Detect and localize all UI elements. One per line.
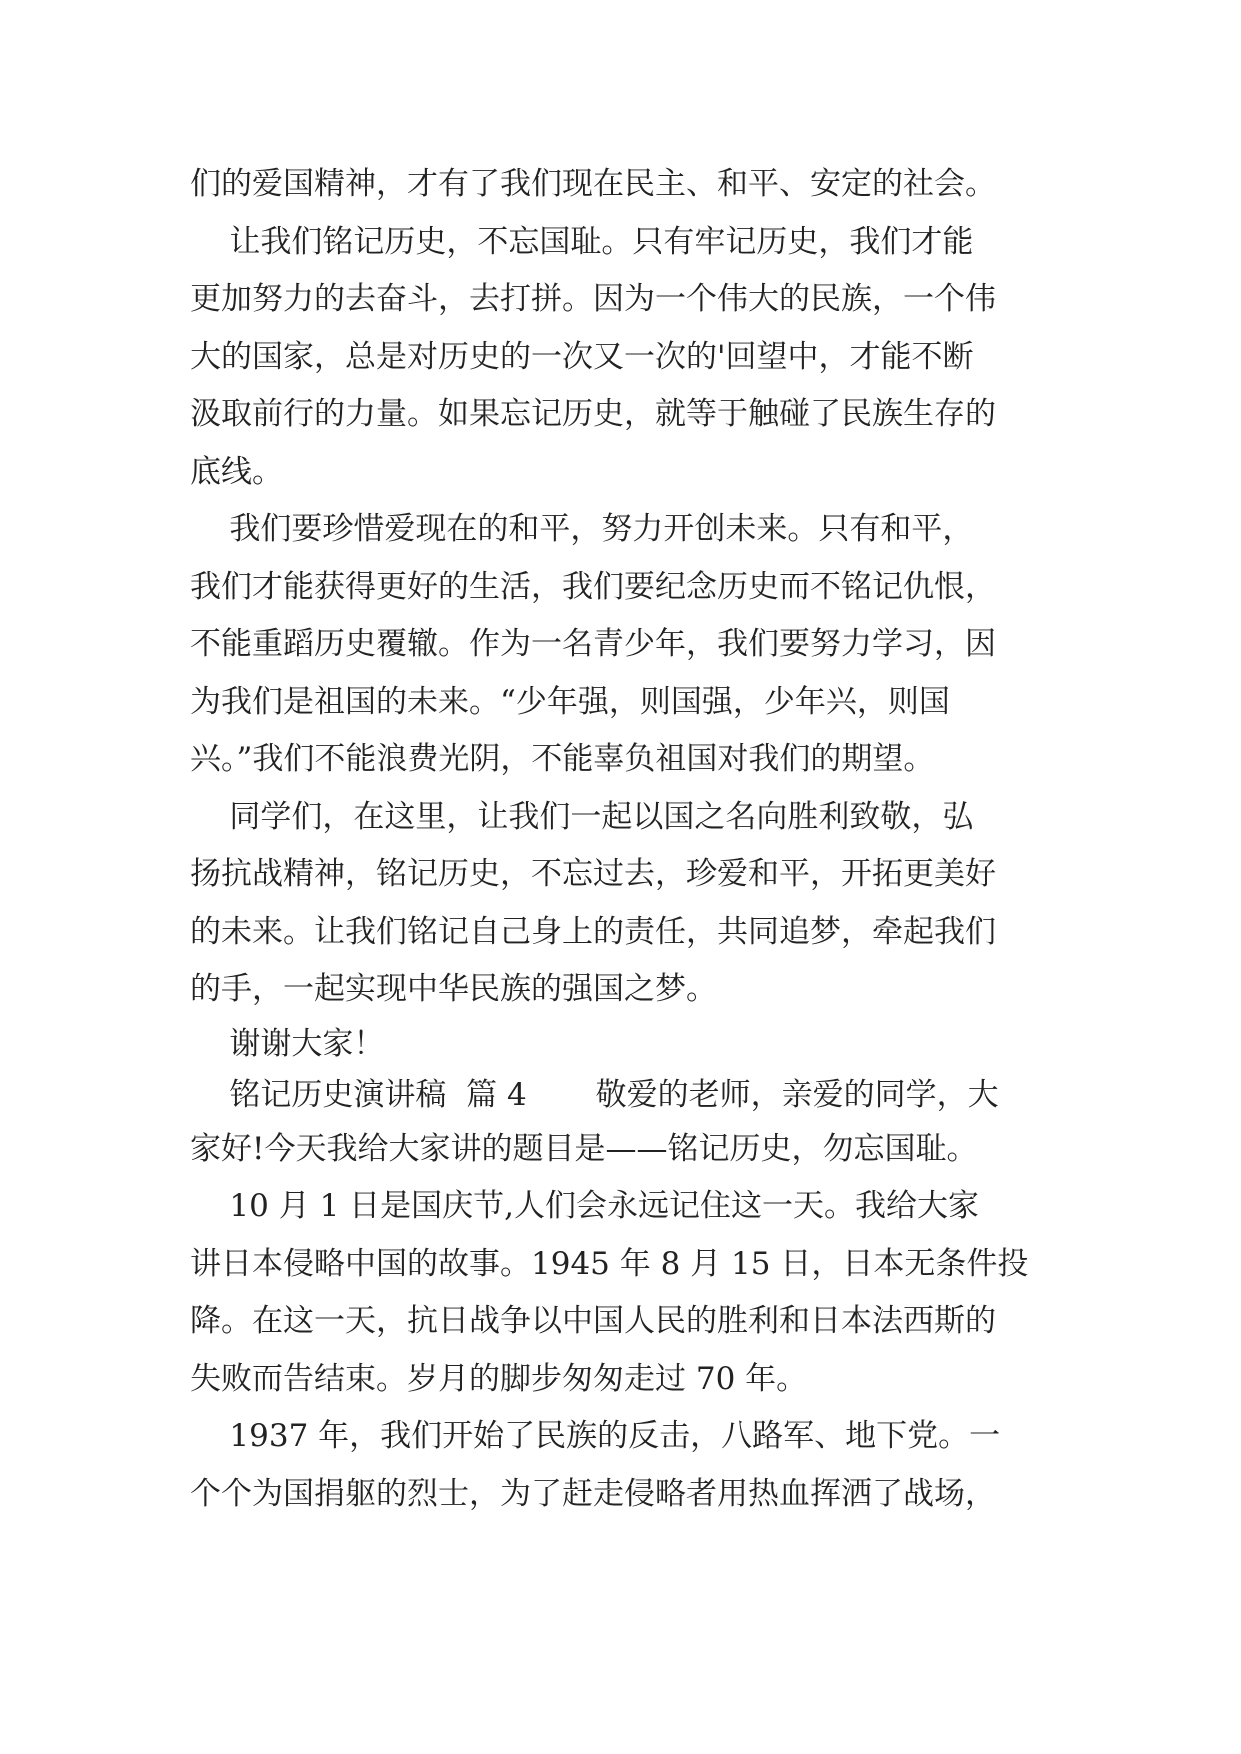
text-line: 谢谢大家！ bbox=[190, 1025, 385, 1062]
text-line: 同学们，在这里，让我们一起以国之名向胜利致敬，弘 bbox=[190, 798, 974, 835]
text-line: 扬抗战精神，铭记历史，不忘过去，珍爱和平，开拓更美好 bbox=[190, 856, 996, 892]
text-line: 为我们是祖国的未来。“少年强，则国强，少年兴，则国 bbox=[190, 683, 950, 720]
text-line: 1937 年，我们开始了民族的反击，八路军、地下党。一 bbox=[190, 1418, 1001, 1454]
text-line: 兴。”我们不能浪费光阴，不能辜负祖国对我们的期望。 bbox=[190, 741, 935, 777]
text-line: 家好!今天我给大家讲的题目是——铭记历史，勿忘国耻。 bbox=[190, 1130, 978, 1167]
text-line: 我们才能获得更好的生活，我们要纪念历史而不铭记仇恨， bbox=[190, 568, 996, 605]
text-line: 的手，一起实现中华民族的强国之梦。 bbox=[190, 971, 717, 1007]
text-line: 的未来。让我们铭记自己身上的责任，共同追梦，牵起我们 bbox=[190, 913, 996, 950]
section-heading-line: 铭记历史演讲稿 篇 4 敬爱的老师，亲爱的同学，大 bbox=[190, 1076, 999, 1113]
text-line: 底线。 bbox=[190, 453, 283, 490]
text-line: 个个为国捐躯的烈士，为了赶走侵略者用热血挥洒了战场， bbox=[190, 1475, 996, 1512]
text-line: 汲取前行的力量。如果忘记历史，就等于触碰了民族生存的 bbox=[190, 396, 996, 432]
text-line: 更加努力的去奋斗，去打拼。因为一个伟大的民族，一个伟 bbox=[190, 281, 996, 317]
text-line: 讲日本侵略中国的故事。1945 年 8 月 15 日，日本无条件投 bbox=[190, 1245, 1029, 1282]
text-line: 降。在这一天，抗日战争以中国人民的胜利和日本法西斯的 bbox=[190, 1303, 996, 1339]
text-line: 让我们铭记历史，不忘国耻。只有牢记历史，我们才能 bbox=[190, 223, 974, 260]
text-line: 们的爱国精神，才有了我们现在民主、和平、安定的社会。 bbox=[190, 166, 996, 202]
text-line: 不能重蹈历史覆辙。作为一名青少年，我们要努力学习，因 bbox=[190, 626, 996, 662]
speech-body bbox=[190, 156, 1070, 1523]
text-line: 我们要珍惜爱现在的和平，努力开创未来。只有和平， bbox=[190, 511, 974, 547]
text-line: 大的国家，总是对历史的一次又一次的'回望中，才能不断 bbox=[190, 338, 974, 375]
text-line: 失败而告结束。岁月的脚步匆匆走过 70 年。 bbox=[190, 1360, 808, 1397]
text-line: 10 月 1 日是国庆节,人们会永远记住这一天。我给大家 bbox=[190, 1188, 979, 1224]
